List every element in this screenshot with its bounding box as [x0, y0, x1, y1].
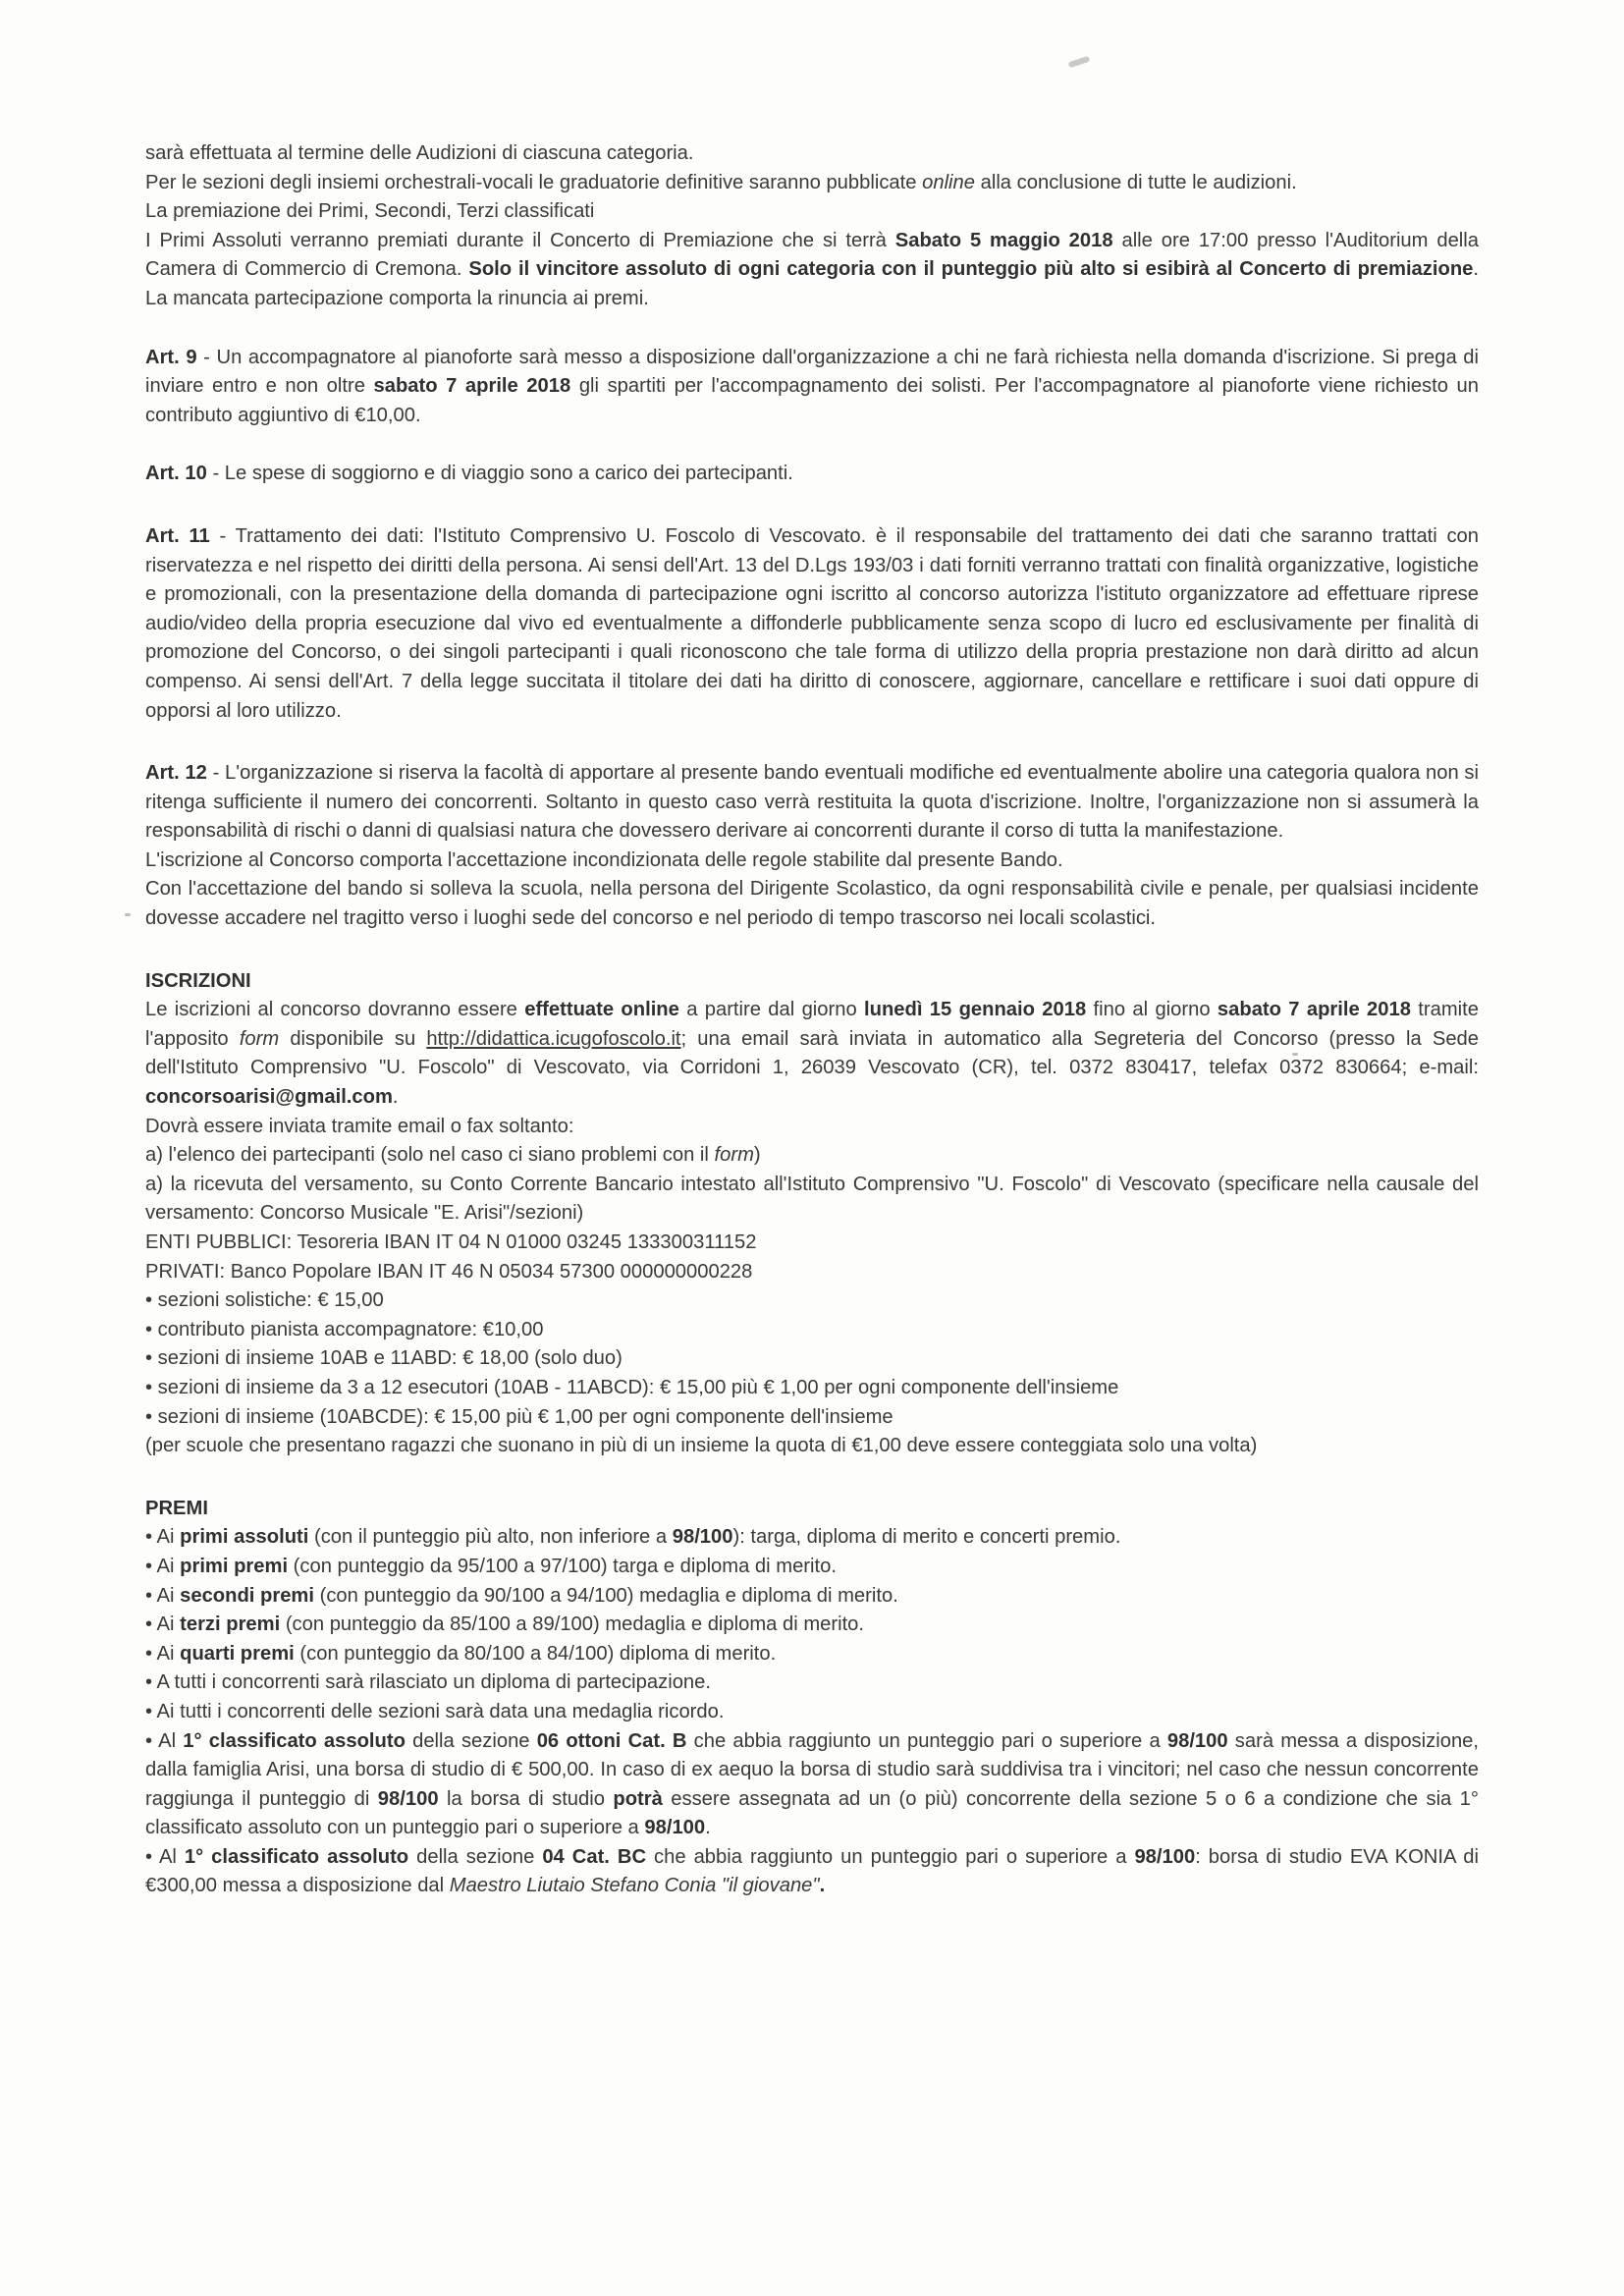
article-11: Art. 11 - Trattamento dei dati: l'Istituto Comprensivo U. Foscolo di Vescovato. è il responsabile del trattamento dei dati che saranno trattati con riservatezza e nel rispetto dei diritti della persona. Ai sensi dell'Art. 13 del D.Lgs 193/03 i dati forniti verranno trattati con finalità organizzative, logistiche e promozionali, con la presentazione della domanda di partecipazione ogni iscritto al concorso autorizza l'istituto organizzatore ad effettuare riprese audio/video della propria esecuzione dal vivo ed eventualmente a diffonderle pubblicamente senza scopo di lucro ed esclusivamente per finalità di promozione del Concorso, o dei singoli partecipanti i quali riconoscono che tale forma di utilizzo della propria prestazione non darà diritto ad alcun compenso. Ai sensi dell'Art. 7 della legge succitata il titolare dei dati ha diritto di conoscere, aggiornare, cancellare e rettificare i suoi dati oppure di opporsi al loro utilizzo. — [145, 524, 1479, 722]
paragraph: a) la ricevuta del versamento, su Conto Corrente Bancario intestato all'Istituto Comprensivo "U. Foscolo" di Vescovato (specificare nella causale del versamento: Concorso Musicale "E. Arisi"/sezioni) — [145, 1173, 1479, 1225]
article-9: Art. 9 - Un accompagnatore al pianoforte sarà messo a disposizione dall'organizzazione a chi ne farà richiesta nella domanda d'iscrizione. Si prega di inviare entro e non oltre sabato 7 aprile 2018 gli spartiti per l'accompagnamento dei solisti. Per l'accompagnatore al pianoforte viene richiesto un contributo aggiuntivo di €10,00. — [145, 346, 1479, 426]
iban-private: PRIVATI: Banco Popolare IBAN IT 46 N 05034 57300 000000000228 — [145, 1260, 753, 1283]
paragraph: I Primi Assoluti verranno premiati durante il Concerto di Premiazione che si terrà Sabato 5 maggio 2018 alle ore 17:00 presso l'Auditorium della Camera di Commercio di Cremona. Solo il vincitore assoluto di ogni categoria con il punteggio più alto si esibirà al Concerto di premiazione. La mancata partecipazione comporta la rinuncia ai premi. — [145, 229, 1479, 309]
fee-item: • sezioni di insieme (10ABCDE): € 15,00 più € 1,00 per ogni componente dell'insieme — [145, 1405, 893, 1428]
prize-item: • Al 1° classificato assoluto della sezione 06 ottoni Cat. B che abbia raggiunto un punteggio pari o superiore a 98/100 sarà messa a disposizione, dalla famiglia Arisi, una borsa di studio di € 500,00. In caso di ex aequo la borsa di studio sarà suddivisa tra i vincitori; nel caso che nessun concorrente raggiunga il punteggio di 98/100 la borsa di studio potrà essere assegnata ad un (o più) concorrente della sezione 5 o 6 a condizione che sia 1° classificato assoluto con un punteggio pari o superiore a 98/100. — [145, 1729, 1480, 1839]
prize-item: • Ai secondi premi (con punteggio da 90/100 a 94/100) medaglia e diploma di merito. — [145, 1584, 898, 1607]
article-12 — [145, 759, 1479, 934]
paragraph: Dovrà essere inviata tramite email o fax soltanto: — [145, 1115, 574, 1137]
prize-item: • Al 1° classificato assoluto della sezione 04 Cat. BC che abbia raggiunto un punteggio pari o superiore a 98/100: borsa di studio EVA KONIA di €300,00 messa a disposizione dal Maestro Liutaio Stefano Conia "il giovane". — [145, 1845, 1480, 1897]
section-heading: PREMI — [145, 1497, 208, 1519]
paragraph: La premiazione dei Primi, Secondi, Terzi classificati — [145, 200, 595, 223]
fee-item: • sezioni di insieme da 3 a 12 esecutori (10AB - 11ABCD): € 15,00 più € 1,00 per ogni componente dell'insieme — [145, 1376, 1119, 1398]
fee-item: • sezioni di insieme 10AB e 11ABD: € 18,00 (solo duo) — [145, 1347, 623, 1370]
prize-item: • Ai terzi premi (con punteggio da 85/100 a 89/100) medaglia e diploma di merito. — [145, 1613, 865, 1636]
scan-artifact — [1068, 56, 1091, 69]
scan-artifact — [1292, 1053, 1298, 1056]
email-link[interactable]: concorsoarisi@gmail.com — [145, 1086, 393, 1109]
prize-item: • A tutti i concorrenti sarà rilasciato un diploma di partecipazione. — [145, 1671, 711, 1694]
prize-item: • Ai primi premi (con punteggio da 95/100 a 97/100) targa e diploma di merito. — [145, 1555, 837, 1577]
paragraph: Per le sezioni degli insiemi orchestrali-vocali le graduatorie definitive saranno pubblicate online alla conclusione di tutte le audizioni. — [145, 171, 1297, 193]
section-iscrizioni — [145, 967, 1479, 1461]
iban-public: ENTI PUBBLICI: Tesoreria IBAN IT 04 N 01000 03245 133300311152 — [145, 1231, 757, 1253]
paragraph: L'iscrizione al Concorso comporta l'accettazione incondizionata delle regole stabilite dal presente Bando. — [145, 848, 1063, 871]
fee-item: • sezioni solistiche: € 15,00 — [145, 1289, 384, 1312]
paragraph: sarà effettuata al termine delle Audizioni di ciascuna categoria. — [145, 142, 694, 164]
section-premi — [145, 1495, 1479, 1901]
prize-item: • Ai primi assoluti (con il punteggio più alto, non inferiore a 98/100): targa, diploma di merito e concerti premio. — [145, 1526, 1121, 1549]
paragraph: Art. 12 - L'organizzazione si riserva la facoltà di apportare al presente bando eventuali modifiche ed eventualmente abolire una categoria qualora non si ritenga sufficiente il numero dei concorrenti. Soltanto in questo caso verrà restituita la quota d'iscrizione. Inoltre, l'organizzazione non si assumerà la responsabilità di rischi o danni di qualsiasi natura che dovessero derivare ai concorrenti durante il corso di tutta la manifestazione. — [145, 762, 1479, 843]
prize-item: • Ai quarti premi (con punteggio da 80/100 a 84/100) diploma di merito. — [145, 1642, 777, 1665]
section-heading: ISCRIZIONI — [145, 969, 251, 992]
paragraph: Le iscrizioni al concorso dovranno essere effettuate online a partire dal giorno lunedì 15 gennaio 2018 fino al giorno sabato 7 aprile 2018 tramite l'apposito form disponibile su http://didattica.icugofoscolo.it; una email sarà inviata in automatico alla Segreteria del Concorso (presso la Sede dell'Istituto Comprensivo "U. Foscolo" di Vescovato, via Corridoni 1, 26039 Vescovato (CR), tel. 0372 830417, telefax 0372 830664; e-mail: concorsoarisi@gmail.com. — [145, 999, 1480, 1109]
paragraph: Con l'accettazione del bando si solleva la scuola, nella persona del Dirigente Scolastico, da ogni responsabilità civile e penale, per qualsiasi incidente dovesse accadere nel tragitto verso i luoghi sede del concorso e nel periodo di tempo trascorso nei locali scolastici. — [145, 878, 1479, 930]
article-10: Art. 10 - Le spese di soggiorno e di viaggio sono a carico dei partecipanti. — [145, 463, 793, 485]
section-premiazione — [145, 139, 1479, 314]
prize-item: • Ai tutti i concorrenti delle sezioni sarà data una medaglia ricordo. — [145, 1700, 725, 1722]
scan-artifact — [125, 913, 131, 916]
paragraph: a) l'elenco dei partecipanti (solo nel caso ci siano problemi con il form) — [145, 1144, 761, 1167]
fee-note: (per scuole che presentano ragazzi che suonano in più di un insieme la quota di €1,00 deve essere conteggiata solo una volta) — [145, 1435, 1258, 1457]
fee-item: • contributo pianista accompagnatore: €10,00 — [145, 1318, 544, 1340]
website-link[interactable]: http://didattica.icugofoscolo.it — [426, 1027, 681, 1050]
